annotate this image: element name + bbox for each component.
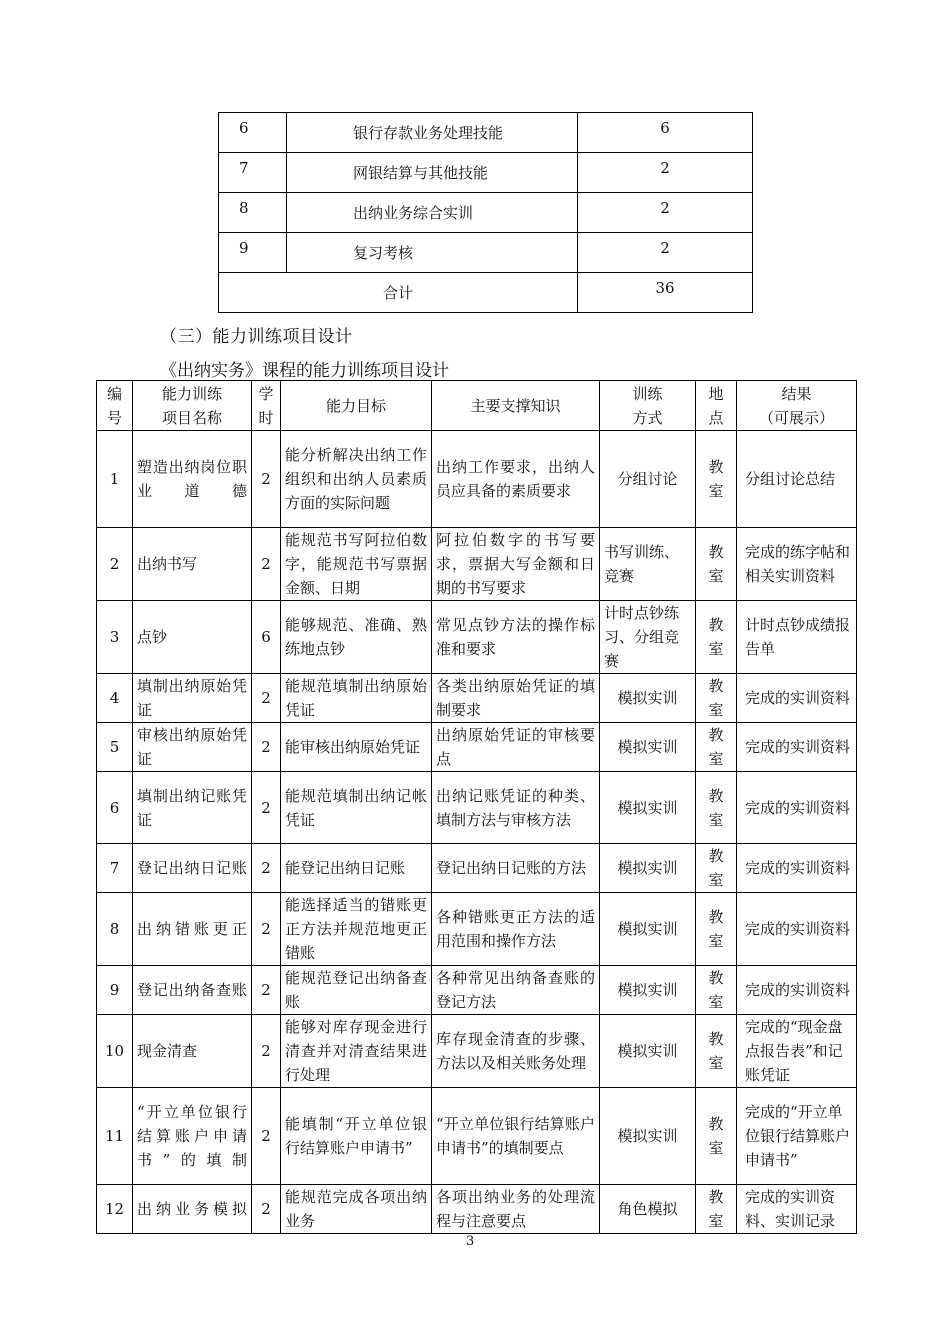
row-place: 教室 — [696, 723, 737, 772]
row-goal: 能分析解决出纳工作组织和出纳人员素质方面的实际问题 — [281, 431, 432, 528]
row-result: 完成的实训资料、实训记录 — [737, 1185, 857, 1234]
row-goal: 能登记出纳日记账 — [281, 844, 432, 893]
section-heading: （三）能力训练项目设计 — [160, 327, 353, 347]
table-row — [97, 966, 857, 1015]
hours-row-hours: 2 — [578, 233, 753, 273]
row-knowledge: 各类出纳原始凭证的填制要求 — [432, 674, 600, 723]
hours-row-num: 9 — [219, 233, 287, 273]
row-num: 3 — [97, 601, 133, 674]
row-hours: 2 — [252, 1015, 281, 1088]
row-hours: 2 — [252, 674, 281, 723]
header-result: 结果 （可展示） — [737, 381, 857, 431]
row-num: 4 — [97, 674, 133, 723]
hours-row — [219, 233, 753, 273]
row-num: 6 — [97, 772, 133, 844]
row-knowledge: 阿拉伯数字的书写要求，票据大写金额和日期的书写要求 — [432, 528, 600, 601]
row-method: 角色模拟 — [600, 1185, 696, 1234]
table-header-row — [97, 381, 857, 431]
table-row — [97, 844, 857, 893]
hours-row — [219, 193, 753, 233]
table-row — [97, 431, 857, 528]
row-result: 完成的实训资料 — [737, 966, 857, 1015]
row-knowledge: 库存现金清查的步骤、方法以及相关账务处理 — [432, 1015, 600, 1088]
row-project-name: 现金清查 — [133, 1015, 252, 1088]
hours-total-label: 合计 — [219, 273, 578, 313]
row-project-name: 登记出纳备查账 — [133, 966, 252, 1015]
row-num: 9 — [97, 966, 133, 1015]
row-hours: 2 — [252, 1088, 281, 1185]
row-method: 模拟实训 — [600, 844, 696, 893]
row-project-name: 出纳业务模拟 — [133, 1185, 252, 1234]
row-knowledge: 登记出纳日记账的方法 — [432, 844, 600, 893]
row-goal: 能审核出纳原始凭证 — [281, 723, 432, 772]
hours-row-num: 7 — [219, 153, 287, 193]
row-result: 完成的练字帖和相关实训资料 — [737, 528, 857, 601]
row-method: 模拟实训 — [600, 1088, 696, 1185]
row-project-name: 塑造出纳岗位职业道德 — [133, 431, 252, 528]
row-method: 模拟实训 — [600, 966, 696, 1015]
table-row — [97, 772, 857, 844]
hours-row-name: 网银结算与其他技能 — [287, 153, 578, 193]
row-hours: 2 — [252, 431, 281, 528]
row-place: 教室 — [696, 1015, 737, 1088]
row-method: 模拟实训 — [600, 1015, 696, 1088]
row-goal: 能规范填制出纳原始凭证 — [281, 674, 432, 723]
row-hours: 2 — [252, 893, 281, 966]
row-project-name: 填制出纳原始凭证 — [133, 674, 252, 723]
hours-total-row — [219, 273, 753, 313]
hours-total-value: 36 — [578, 273, 753, 313]
row-goal: 能规范填制出纳记帐凭证 — [281, 772, 432, 844]
row-hours: 2 — [252, 723, 281, 772]
row-goal: 能够对库存现金进行清查并对清查结果进行处理 — [281, 1015, 432, 1088]
row-method: 模拟实训 — [600, 893, 696, 966]
row-knowledge: 出纳原始凭证的审核要点 — [432, 723, 600, 772]
row-knowledge: “开立单位银行结算账户申请书”的填制要点 — [432, 1088, 600, 1185]
header-hours: 学 时 — [252, 381, 281, 431]
row-hours: 6 — [252, 601, 281, 674]
row-knowledge: 各项出纳业务的处理流程与注意要点 — [432, 1185, 600, 1234]
row-num: 1 — [97, 431, 133, 528]
header-num: 编 号 — [97, 381, 133, 431]
row-project-name: 审核出纳原始凭证 — [133, 723, 252, 772]
row-knowledge: 各种常见出纳备查账的登记方法 — [432, 966, 600, 1015]
row-knowledge: 常见点钞方法的操作标准和要求 — [432, 601, 600, 674]
hours-row — [219, 153, 753, 193]
row-result: 计时点钞成绩报告单 — [737, 601, 857, 674]
hours-row-name: 出纳业务综合实训 — [287, 193, 578, 233]
row-num: 2 — [97, 528, 133, 601]
table-row — [97, 1185, 857, 1234]
row-knowledge: 出纳工作要求，出纳人员应具备的素质要求 — [432, 431, 600, 528]
row-num: 10 — [97, 1015, 133, 1088]
row-project-name: 登记出纳日记账 — [133, 844, 252, 893]
training-project-table — [96, 380, 857, 1234]
row-num: 11 — [97, 1088, 133, 1185]
page-number: 3 — [466, 1234, 475, 1249]
row-project-name: “开立单位银行结算账户申请书”的填制 — [133, 1088, 252, 1185]
row-project-name: 出纳书写 — [133, 528, 252, 601]
row-goal: 能选择适当的错账更正方法并规范地更正错账 — [281, 893, 432, 966]
row-goal: 能填制“开立单位银行结算账户申请书” — [281, 1088, 432, 1185]
row-goal: 能够规范、准确、熟练地点钞 — [281, 601, 432, 674]
row-result: 完成的“现金盘点报告表”和记账凭证 — [737, 1015, 857, 1088]
row-place: 教室 — [696, 674, 737, 723]
hours-row-num: 8 — [219, 193, 287, 233]
row-method: 模拟实训 — [600, 674, 696, 723]
row-method: 模拟实训 — [600, 723, 696, 772]
header-place: 地 点 — [696, 381, 737, 431]
header-goal: 能力目标 — [281, 381, 432, 431]
row-goal: 能规范书写阿拉伯数字，能规范书写票据金额、日期 — [281, 528, 432, 601]
hours-row-name: 复习考核 — [287, 233, 578, 273]
row-place: 教室 — [696, 1185, 737, 1234]
row-project-name: 出纳错账更正 — [133, 893, 252, 966]
table-row — [97, 674, 857, 723]
row-result: 分组讨论总结 — [737, 431, 857, 528]
table-row — [97, 601, 857, 674]
row-hours: 2 — [252, 844, 281, 893]
hours-row-hours: 2 — [578, 193, 753, 233]
row-result: 完成的实训资料 — [737, 893, 857, 966]
row-num: 8 — [97, 893, 133, 966]
row-num: 12 — [97, 1185, 133, 1234]
hours-row-hours: 6 — [578, 113, 753, 153]
hours-row-num: 6 — [219, 113, 287, 153]
row-hours: 2 — [252, 528, 281, 601]
row-knowledge: 各种错账更正方法的适用范围和操作方法 — [432, 893, 600, 966]
header-method: 训练 方式 — [600, 381, 696, 431]
table-row — [97, 1015, 857, 1088]
table-row — [97, 1088, 857, 1185]
row-hours: 2 — [252, 966, 281, 1015]
row-place: 教室 — [696, 844, 737, 893]
table-row — [97, 528, 857, 601]
header-name: 能力训练 项目名称 — [133, 381, 252, 431]
row-place: 教室 — [696, 772, 737, 844]
row-goal: 能规范完成各项出纳业务 — [281, 1185, 432, 1234]
row-place: 教室 — [696, 966, 737, 1015]
table-row — [97, 893, 857, 966]
row-method: 计时点钞练习、分组竞赛 — [600, 601, 696, 674]
row-place: 教室 — [696, 1088, 737, 1185]
row-method: 分组讨论 — [600, 431, 696, 528]
row-place: 教室 — [696, 893, 737, 966]
row-method: 书写训练、竞赛 — [600, 528, 696, 601]
hours-row-name: 银行存款业务处理技能 — [287, 113, 578, 153]
hours-row-hours: 2 — [578, 153, 753, 193]
table-row — [97, 723, 857, 772]
row-place: 教室 — [696, 601, 737, 674]
row-result: 完成的实训资料 — [737, 723, 857, 772]
row-result: 完成的实训资料 — [737, 844, 857, 893]
row-knowledge: 出纳记账凭证的种类、填制方法与审核方法 — [432, 772, 600, 844]
row-project-name: 点钞 — [133, 601, 252, 674]
row-goal: 能规范登记出纳备查账 — [281, 966, 432, 1015]
row-num: 7 — [97, 844, 133, 893]
row-num: 5 — [97, 723, 133, 772]
row-hours: 2 — [252, 772, 281, 844]
table-caption: 《出纳实务》课程的能力训练项目设计 — [160, 361, 449, 381]
row-project-name: 填制出纳记账凭证 — [133, 772, 252, 844]
row-hours: 2 — [252, 1185, 281, 1234]
row-method: 模拟实训 — [600, 772, 696, 844]
row-place: 教室 — [696, 528, 737, 601]
hours-row — [219, 113, 753, 153]
row-place: 教室 — [696, 431, 737, 528]
row-result: 完成的实训资料 — [737, 674, 857, 723]
header-knowledge: 主要支撑知识 — [432, 381, 600, 431]
row-result: 完成的实训资料 — [737, 772, 857, 844]
row-result: 完成的“开立单位银行结算账户申请书” — [737, 1088, 857, 1185]
hours-table — [218, 112, 753, 313]
